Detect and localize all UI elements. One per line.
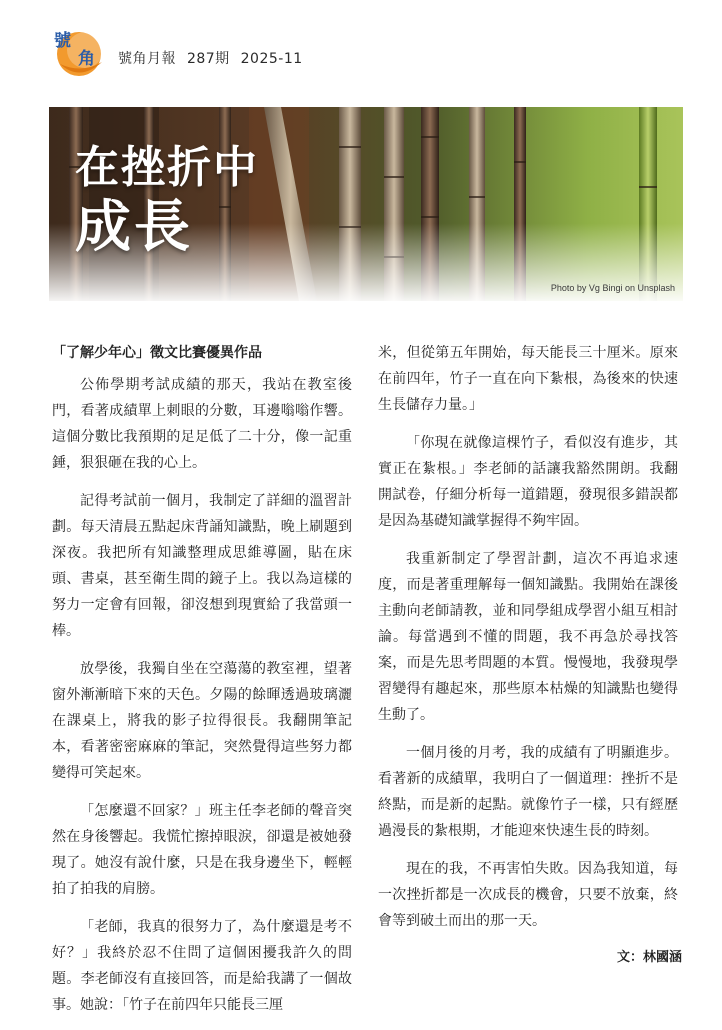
hero-banner bbox=[49, 107, 683, 301]
masthead bbox=[118, 48, 303, 68]
article-column-right bbox=[378, 340, 678, 946]
article-subheading: 「了解少年心」徵文比賽優異作品 bbox=[52, 345, 262, 361]
paragraph: 「老師，我真的很努力了，為什麼還是考不好？」我終於忍不住問了這個困擾我許久的問題。李老師沒有直接回答，而是給我講了一個故事。她說：「竹子在前四年只能長三厘 bbox=[52, 919, 352, 1013]
paragraph: 「怎麼還不回家？」班主任李老師的聲音突然在身後響起。我慌忙擦掉眼淚，卻還是被她發現了。她沒有說什麼，只是在我身邊坐下，輕輕拍了拍我的肩膀。 bbox=[52, 803, 352, 897]
paragraph-continuation: 米，但從第五年開始，每天能長三十厘米。原來在前四年，竹子一直在向下紮根，為後來的快速生長儲存力量。」 bbox=[378, 345, 678, 413]
issue-date: 2025-11 bbox=[240, 51, 303, 67]
paragraph: 一個月後的月考，我的成績有了明顯進步。看著新的成績單，我明白了一個道理：挫折不是終點，而是新的起點。就像竹子一樣，只有經歷過漫長的紮根期，才能迎來快速生長的時刻。 bbox=[378, 745, 678, 839]
issue-number: 287期 bbox=[186, 51, 230, 67]
horn-logo-icon bbox=[52, 24, 108, 80]
paragraph: 現在的我，不再害怕失敗。因為我知道，每一次挫折都是一次成長的機會，只要不放棄，終會等到破土而出的那一天。 bbox=[378, 861, 678, 929]
paragraph: 放學後，我獨自坐在空蕩蕩的教室裡，望著窗外漸漸暗下來的天色。夕陽的餘暉透過玻璃灑在課桌上，將我的影子拉得很長。我翻開筆記本，看著密密麻麻的筆記，突然覺得這些努力都變得可笑起來。 bbox=[52, 661, 352, 781]
page-header bbox=[52, 24, 672, 80]
publication-name: 號角月報 bbox=[118, 51, 176, 67]
paragraph: 我重新制定了學習計劃，這次不再追求速度，而是著重理解每一個知識點。我開始在課後主動向老師請教，並和同學組成學習小組互相討論。每當遇到不懂的問題，我不再急於尋找答案，而是先思考問題的本質。慢慢地，我發現學習變得有趣起來，那些原本枯燥的知識點也變得生動了。 bbox=[378, 551, 678, 723]
article-title-line-1: 在挫折中 bbox=[75, 142, 259, 193]
photo-credit: Photo by Vg Bingi on Unsplash bbox=[550, 283, 675, 293]
author-byline: 文：林國涵 bbox=[616, 950, 682, 965]
paragraph: 記得考試前一個月，我制定了詳細的溫習計劃。每天清晨五點起床背誦知識點，晚上刷題到深夜。我把所有知識整理成思維導圖，貼在床頭、書桌，甚至衛生間的鏡子上。我以為這樣的努力一定會有回報，卻沒想到現實給了我當頭一棒。 bbox=[52, 493, 352, 639]
article-title-line-2: 成長 bbox=[75, 195, 193, 260]
paragraph: 「你現在就像這棵竹子，看似沒有進步，其實正在紮根。」李老師的話讓我豁然開朗。我翻開試卷，仔細分析每一道錯題，發現很多錯誤都是因為基礎知識掌握得不夠牢固。 bbox=[378, 435, 678, 529]
svg-text:角: 角 bbox=[78, 49, 95, 69]
paragraph: 公佈學期考試成績的那天，我站在教室後門，看著成績單上刺眼的分數，耳邊嗡嗡作響。這個分數比我預期的足足低了二十分，像一記重錘，狠狠砸在我的心上。 bbox=[52, 377, 352, 471]
svg-text:號: 號 bbox=[54, 31, 71, 51]
article-column-left bbox=[52, 340, 352, 1030]
